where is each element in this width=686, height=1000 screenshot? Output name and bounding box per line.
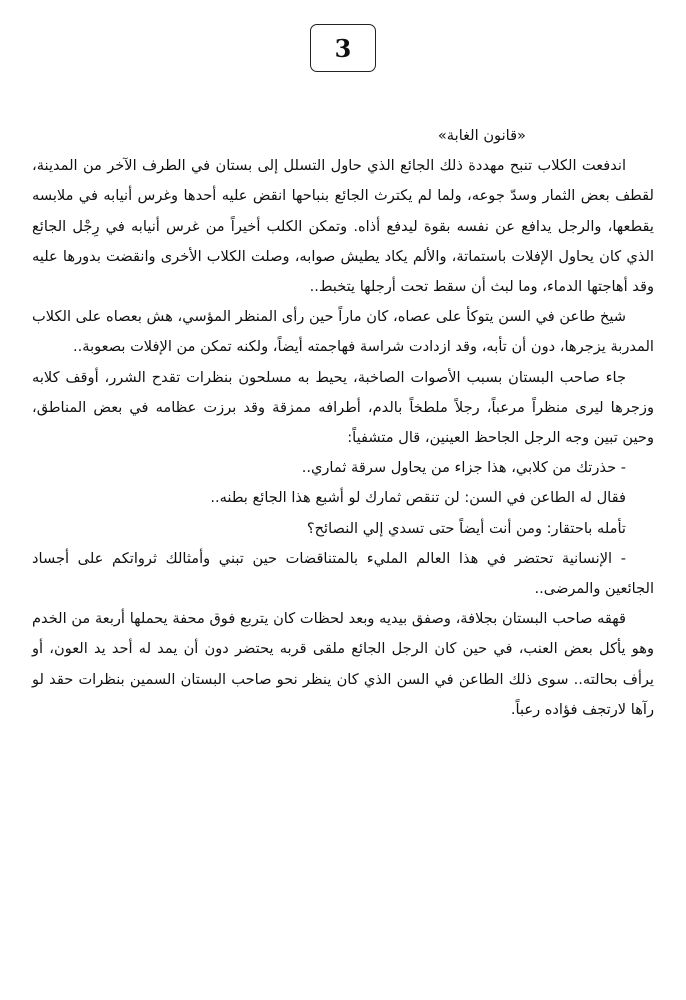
dialogue-line: - حذرتك من كلابي، هذا جزاء من يحاول سرقة ثماري.. xyxy=(301,459,626,477)
story-paragraph: اندفعت الكلاب تنبح مهددة ذلك الجائع الذي حاول التسلل إلى بستان في الطرف الآخر من المدينة، لقطف بعض الثمار وسدّ جوعه، ولما لم يكترث الجائع بنباحها انقض عليه أحدها وغرس أنيابه في ملابسه يقطعها، والرجل يدافع عن نفسه بقوة ليدفع أذاه. وتمكن الكلب أخيراً من غرس أنيابه في رِجْل الجائع الذي كان يحاول الإفلات باستماتة، والألم يكاد يطيش صوابه، وصلت الكلاب الأخرى وانقضت بدورها عليه وقد أهاجتها الدماء، وما لبث أن سقط تحت أرجلها يتخبط.. xyxy=(32,157,654,296)
dialogue-line: - الإنسانية تحتضر في هذا العالم المليء بالمتناقضات حين تبني وأمثالك ثرواتكم على أجساد الجائعين والمرضى.. xyxy=(32,549,654,598)
story-paragraph: جاء صاحب البستان بسبب الأصوات الصاخبة، يحيط به مسلحون بنظرات تقدح الشرر، أوقف كلابه وزجرها ليرى منظراً مرعباً، رجلاً ملطخاً بالدم، أطرافه ممزقة وقد برزت عظامه في بعض المناطق، وحين تبين وجه الرجل الجاحظ العينين، قال متشفياً: xyxy=(32,368,654,447)
dialogue-line: فقال له الطاعن في السن: لن تنقص ثمارك لو أشبع هذا الجائع بطنه.. xyxy=(210,489,626,507)
dialogue-line: تأمله باحتقار: ومن أنت أيضاً حتى تسدي إلي النصائح؟ xyxy=(306,519,626,537)
story-body xyxy=(32,121,654,725)
page-number: 3 xyxy=(310,24,376,72)
story-paragraph: شيخ طاعن في السن يتوكأ على عصاه، كان ماراً حين رأى المنظر المؤسي، هش بعصاه على الكلاب المدربة يزجرها، دون أن تأبه، وقد ازدادت شراسة فهاجمته أيضاً، ولكنه تمكن من الإفلات بصعوبة.. xyxy=(32,308,654,356)
story-paragraph: قهقه صاحب البستان بجلافة، وصفق بيديه وبعد لحظات كان يتربع فوق محفة يحملها أربعة من الخدم وهو يأكل بعض العنب، في حين كان الرجل الجائع ملقى قربه يحتضر دون أن يمد له أحد يد العون، أو يرأف بحالته.. سوى ذلك الطاعن في السن الذي كان ينظر نحو صاحب البستان السمين بنظرات حقد لو رآها لارتجف فؤاده رعباً. xyxy=(32,610,654,718)
story-title: «قانون الغابة» xyxy=(437,127,526,144)
